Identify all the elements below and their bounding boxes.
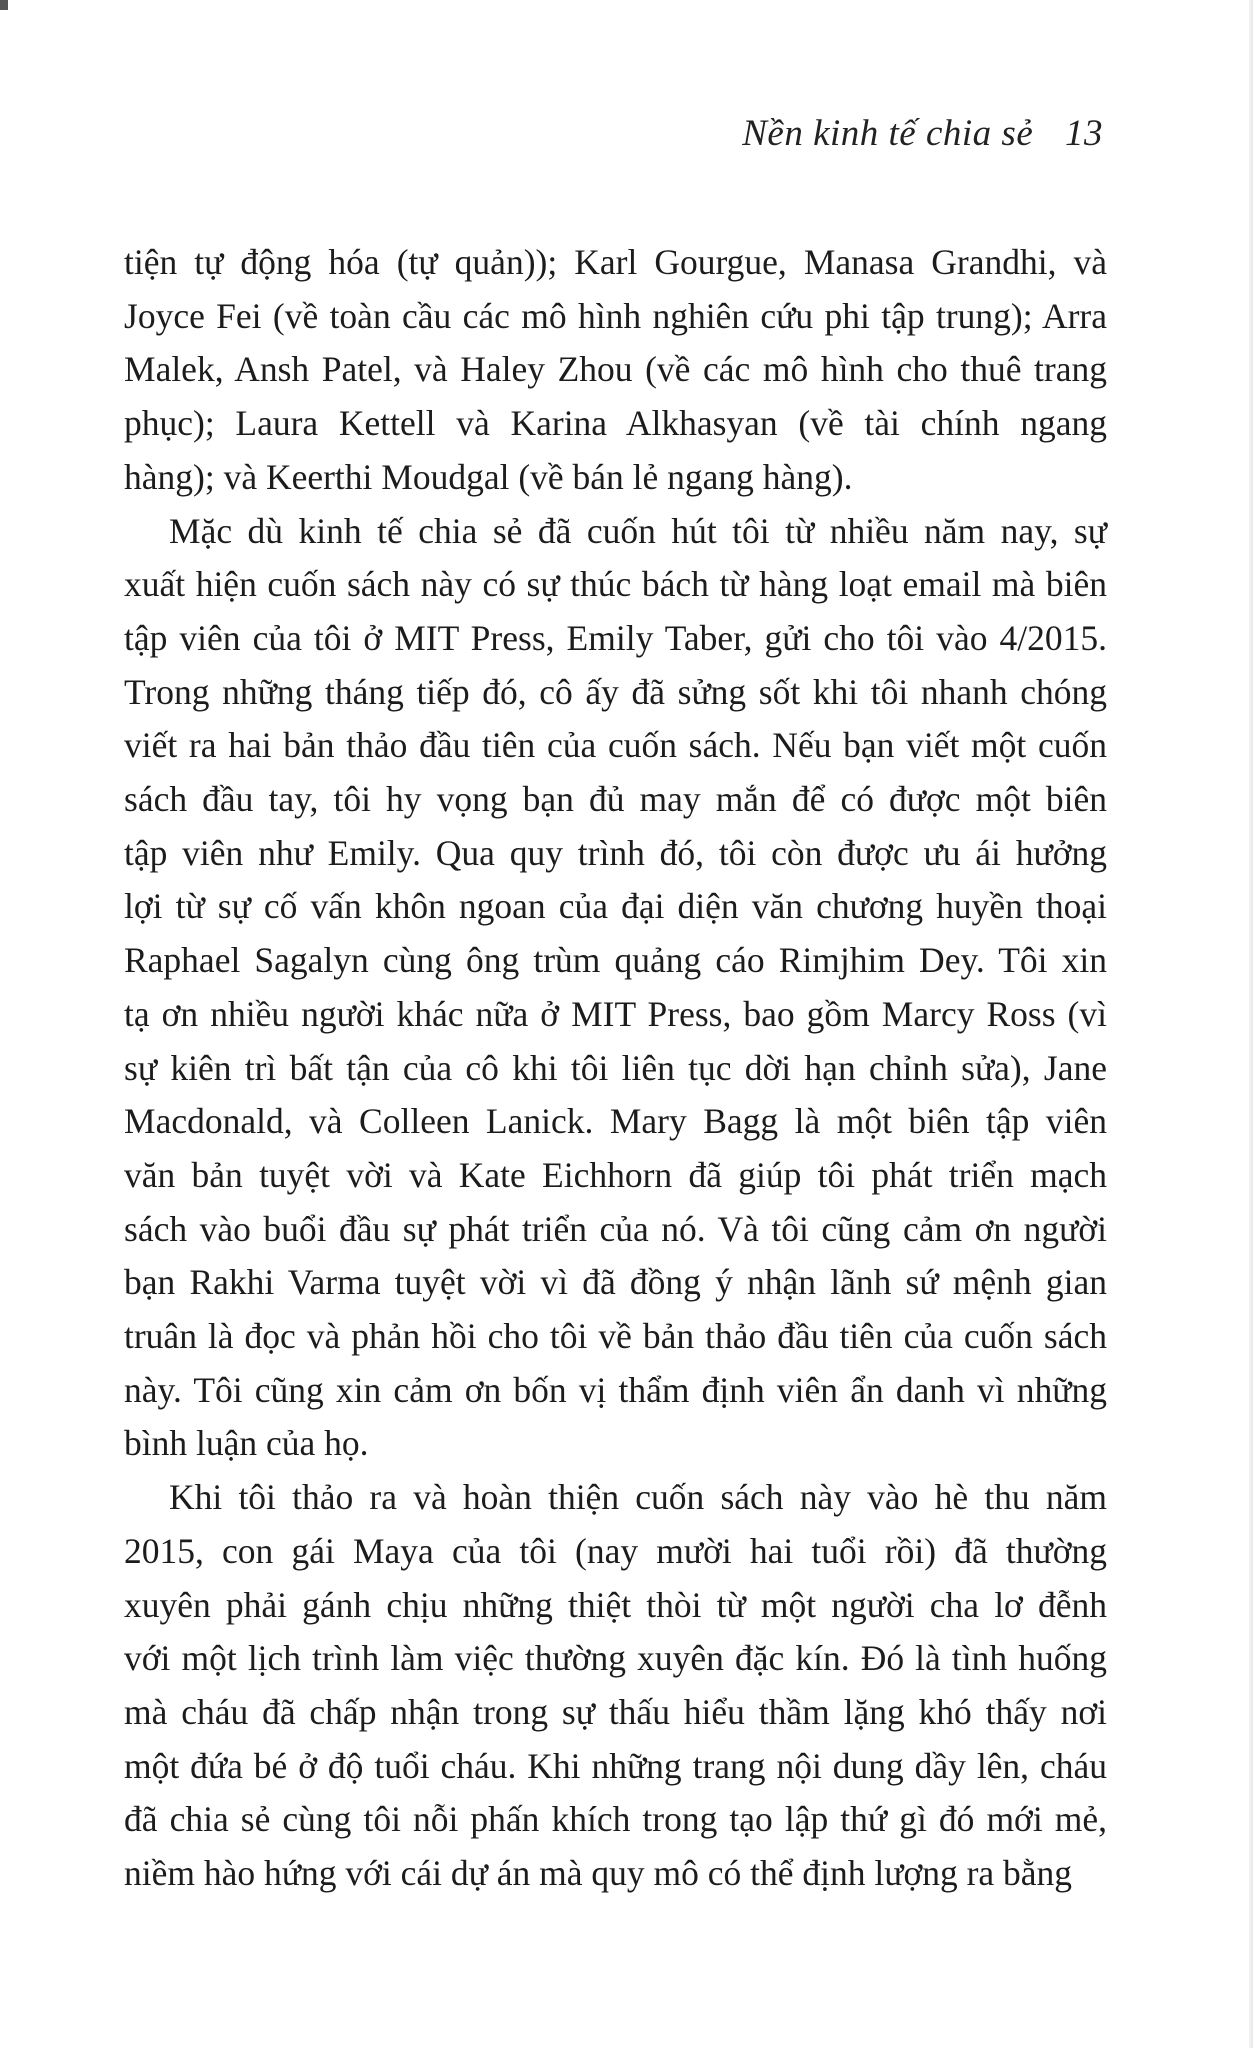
running-head (742, 112, 1103, 155)
text-line: Macdonald, và Colleen Lanick. Mary Bagg là một biên tập viên (124, 1101, 1107, 1142)
text-line: tạ ơn nhiều người khác nữa ở MIT Press, bao gồm Marcy Ross (vì (124, 993, 1107, 1034)
text-line: đã chia sẻ cùng tôi nỗi phấn khích trong tạo lập thứ gì đó mới mẻ, (124, 1799, 1107, 1840)
text-line: bạn Rakhi Varma tuyệt vời vì đã đồng ý nhận lãnh sứ mệnh gian (124, 1262, 1107, 1303)
text-line: Trong những tháng tiếp đó, cô ấy đã sửng sốt khi tôi nhanh chóng (124, 671, 1107, 712)
text-line: lợi từ sự cố vấn khôn ngoan của đại diện văn chương huyền thoại (124, 886, 1107, 927)
text-line: hàng); và Keerthi Moudgal (về bán lẻ ngang hàng). (124, 456, 853, 497)
text-line: Malek, Ansh Patel, và Haley Zhou (về các mô hình cho thuê trang (124, 349, 1107, 390)
text-line: xuyên phải gánh chịu những thiệt thòi từ một người cha lơ đễnh (124, 1584, 1107, 1625)
text-line: một đứa bé ở độ tuổi cháu. Khi những trang nội dung dầy lên, cháu (124, 1745, 1107, 1786)
text-line: sách vào buổi đầu sự phát triển của nó. Và tôi cũng cảm ơn người (124, 1208, 1107, 1249)
text-line: Joyce Fei (về toàn cầu các mô hình nghiên cứu phi tập trung); Arra (124, 295, 1107, 336)
text-line: truân là đọc và phản hồi cho tôi về bản thảo đầu tiên của cuốn sách (124, 1316, 1107, 1357)
paragraph (124, 1471, 1107, 1901)
text-line: với một lịch trình làm việc thường xuyên đặc kín. Đó là tình huống (124, 1638, 1107, 1679)
body-text (124, 236, 1107, 1901)
text-line: 2015, con gái Maya của tôi (nay mười hai tuổi rồi) đã thường (124, 1530, 1107, 1571)
text-line: sự kiên trì bất tận của cô khi tôi liên tục dời hạn chỉnh sửa), Jane (124, 1047, 1107, 1088)
text-line: Khi tôi thảo ra và hoàn thiện cuốn sách này vào hè thu năm (169, 1477, 1107, 1518)
scan-corner-mark (0, 0, 8, 10)
text-line: phục); Laura Kettell và Karina Alkhasyan (về tài chính ngang (124, 403, 1107, 444)
text-line: bình luận của họ. (124, 1423, 369, 1464)
text-line: viết ra hai bản thảo đầu tiên của cuốn sách. Nếu bạn viết một cuốn (124, 725, 1107, 766)
text-line: này. Tôi cũng xin cảm ơn bốn vị thẩm định viên ẩn danh vì những (124, 1369, 1107, 1410)
text-line: mà cháu đã chấp nhận trong sự thấu hiểu thầm lặng khó thấy nơi (124, 1691, 1107, 1732)
text-line: văn bản tuyệt vời và Kate Eichhorn đã giúp tôi phát triển mạch (124, 1154, 1107, 1195)
text-line: tiện tự động hóa (tự quản)); Karl Gourgue, Manasa Grandhi, và (124, 242, 1107, 282)
page-edge-shadow (1249, 0, 1253, 2048)
text-line: tập viên của tôi ở MIT Press, Emily Taber, gửi cho tôi vào 4/2015. (124, 617, 1107, 658)
text-line: sách đầu tay, tôi hy vọng bạn đủ may mắn để có được một biên (124, 779, 1107, 820)
text-line: xuất hiện cuốn sách này có sự thúc bách từ hàng loạt email mà biên (124, 564, 1107, 605)
text-line: niềm hào hứng với cái dự án mà quy mô có thể định lượng ra bằng (124, 1853, 1073, 1894)
paragraph (124, 505, 1107, 1472)
text-line: Mặc dù kinh tế chia sẻ đã cuốn hút tôi từ nhiều năm nay, sự (169, 510, 1107, 551)
page-number: 13 (1065, 113, 1103, 154)
running-head-title: Nền kinh tế chia sẻ (742, 113, 1034, 154)
text-line: tập viên như Emily. Qua quy trình đó, tôi còn được ưu ái hưởng (124, 832, 1107, 873)
text-line: Raphael Sagalyn cùng ông trùm quảng cáo Rimjhim Dey. Tôi xin (124, 940, 1107, 981)
paragraph (124, 236, 1107, 505)
